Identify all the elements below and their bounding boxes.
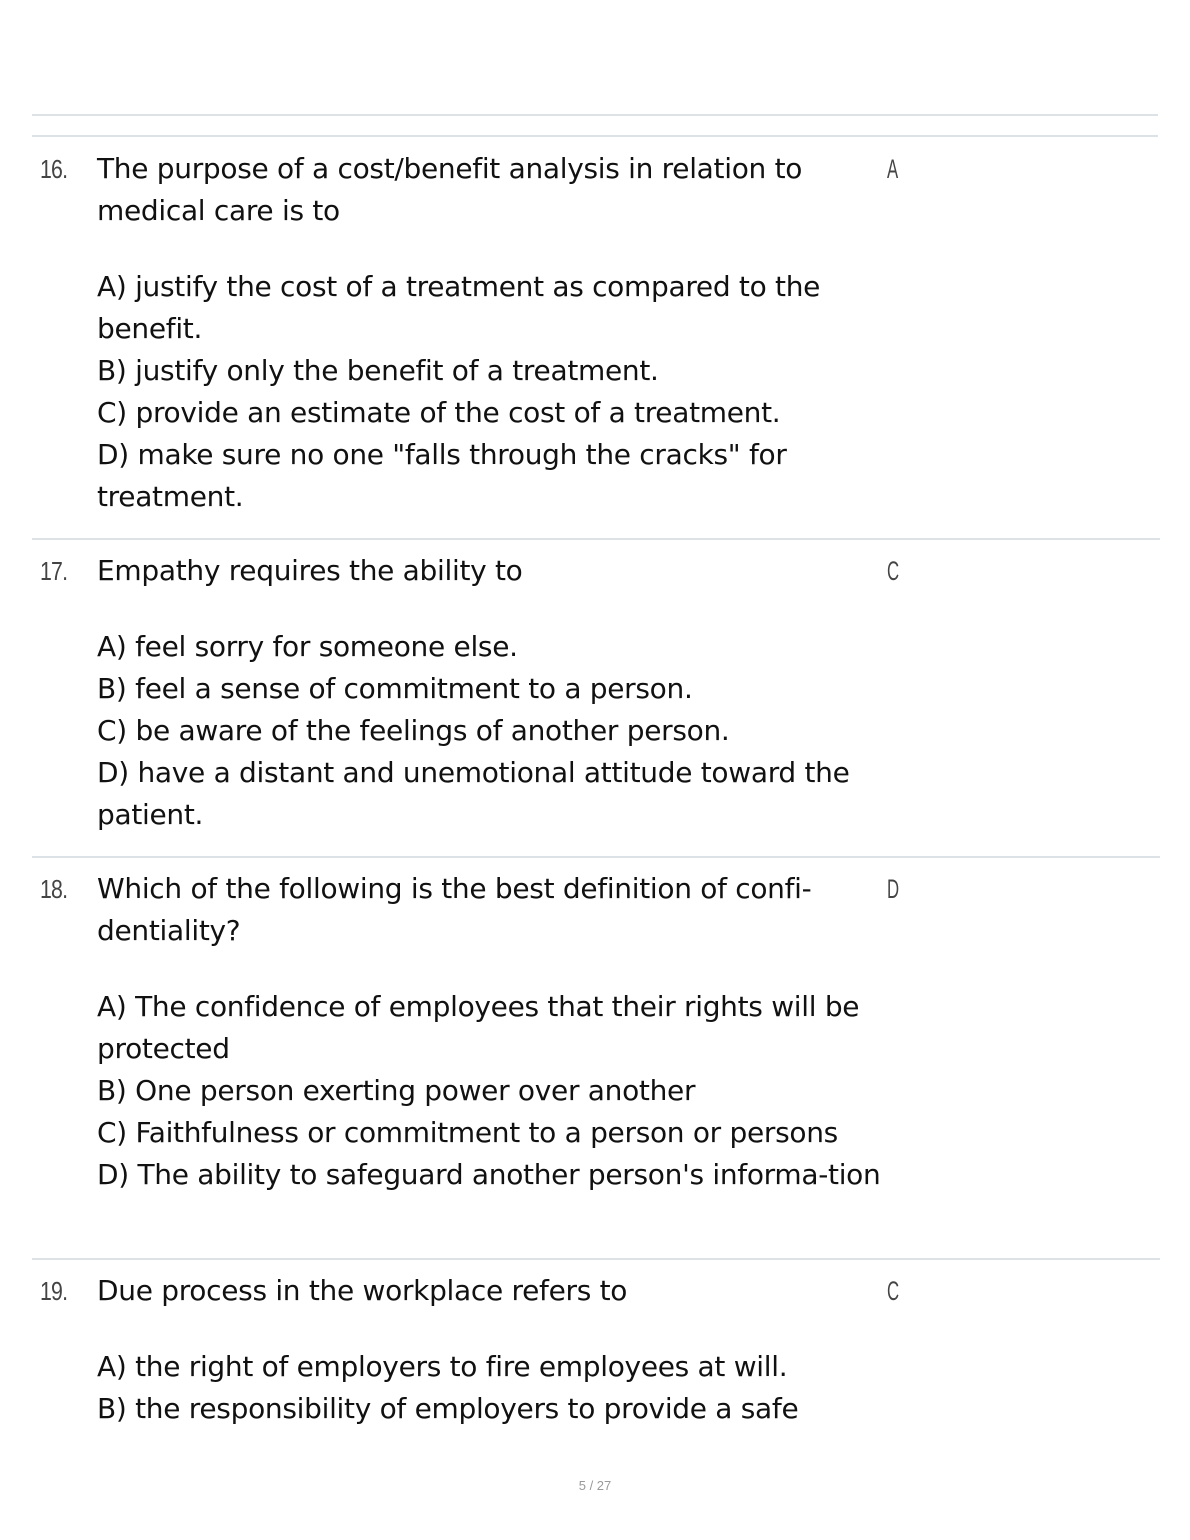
option-b: B) the responsibility of employers to provide a safe bbox=[97, 1392, 799, 1425]
header-rule-bottom bbox=[32, 135, 1158, 137]
option-a: A) justify the cost of a treatment as compared to the benefit. bbox=[97, 270, 821, 345]
option-b: B) feel a sense of commitment to a person. bbox=[97, 672, 693, 705]
option-b: B) justify only the benefit of a treatment. bbox=[97, 354, 659, 387]
option-d: D) make sure no one "falls through the cracks" for treatment. bbox=[97, 438, 787, 513]
question-text bbox=[97, 868, 887, 1196]
question-number: 18. bbox=[40, 874, 68, 904]
question-number: 19. bbox=[40, 1276, 68, 1306]
question-stem: Which of the following is the best definition of confi-dentiality? bbox=[97, 872, 812, 947]
answer-key: C bbox=[887, 1276, 900, 1306]
option-d: D) have a distant and unemotional attitude toward the patient. bbox=[97, 756, 850, 831]
option-c: C) provide an estimate of the cost of a treatment. bbox=[97, 396, 781, 429]
page-indicator: 5 / 27 bbox=[578, 1478, 612, 1493]
question-stem: Due process in the workplace refers to bbox=[97, 1274, 628, 1307]
option-b: B) One person exerting power over another bbox=[97, 1074, 696, 1107]
question-text bbox=[97, 550, 887, 836]
option-c: C) be aware of the feelings of another person. bbox=[97, 714, 730, 747]
option-d: D) The ability to safeguard another person's informa-tion bbox=[97, 1158, 881, 1191]
option-a: A) The confidence of employees that their rights will be protected bbox=[97, 990, 860, 1065]
question-number: 16. bbox=[40, 154, 68, 184]
question-divider bbox=[32, 856, 1160, 858]
option-a: A) the right of employers to fire employees at will. bbox=[97, 1350, 788, 1383]
header-rule-top bbox=[32, 114, 1158, 116]
answer-key: C bbox=[887, 556, 900, 586]
question-number: 17. bbox=[40, 556, 68, 586]
option-c: C) Faithfulness or commitment to a person or persons bbox=[97, 1116, 838, 1149]
question-text bbox=[97, 148, 887, 518]
answer-key: A bbox=[887, 154, 899, 184]
question-text bbox=[97, 1270, 887, 1430]
answer-key: D bbox=[887, 874, 900, 904]
question-stem: The purpose of a cost/benefit analysis in relation to medical care is to bbox=[97, 152, 803, 227]
option-a: A) feel sorry for someone else. bbox=[97, 630, 518, 663]
question-stem: Empathy requires the ability to bbox=[97, 554, 523, 587]
question-divider bbox=[32, 1258, 1160, 1260]
question-divider bbox=[32, 538, 1160, 540]
